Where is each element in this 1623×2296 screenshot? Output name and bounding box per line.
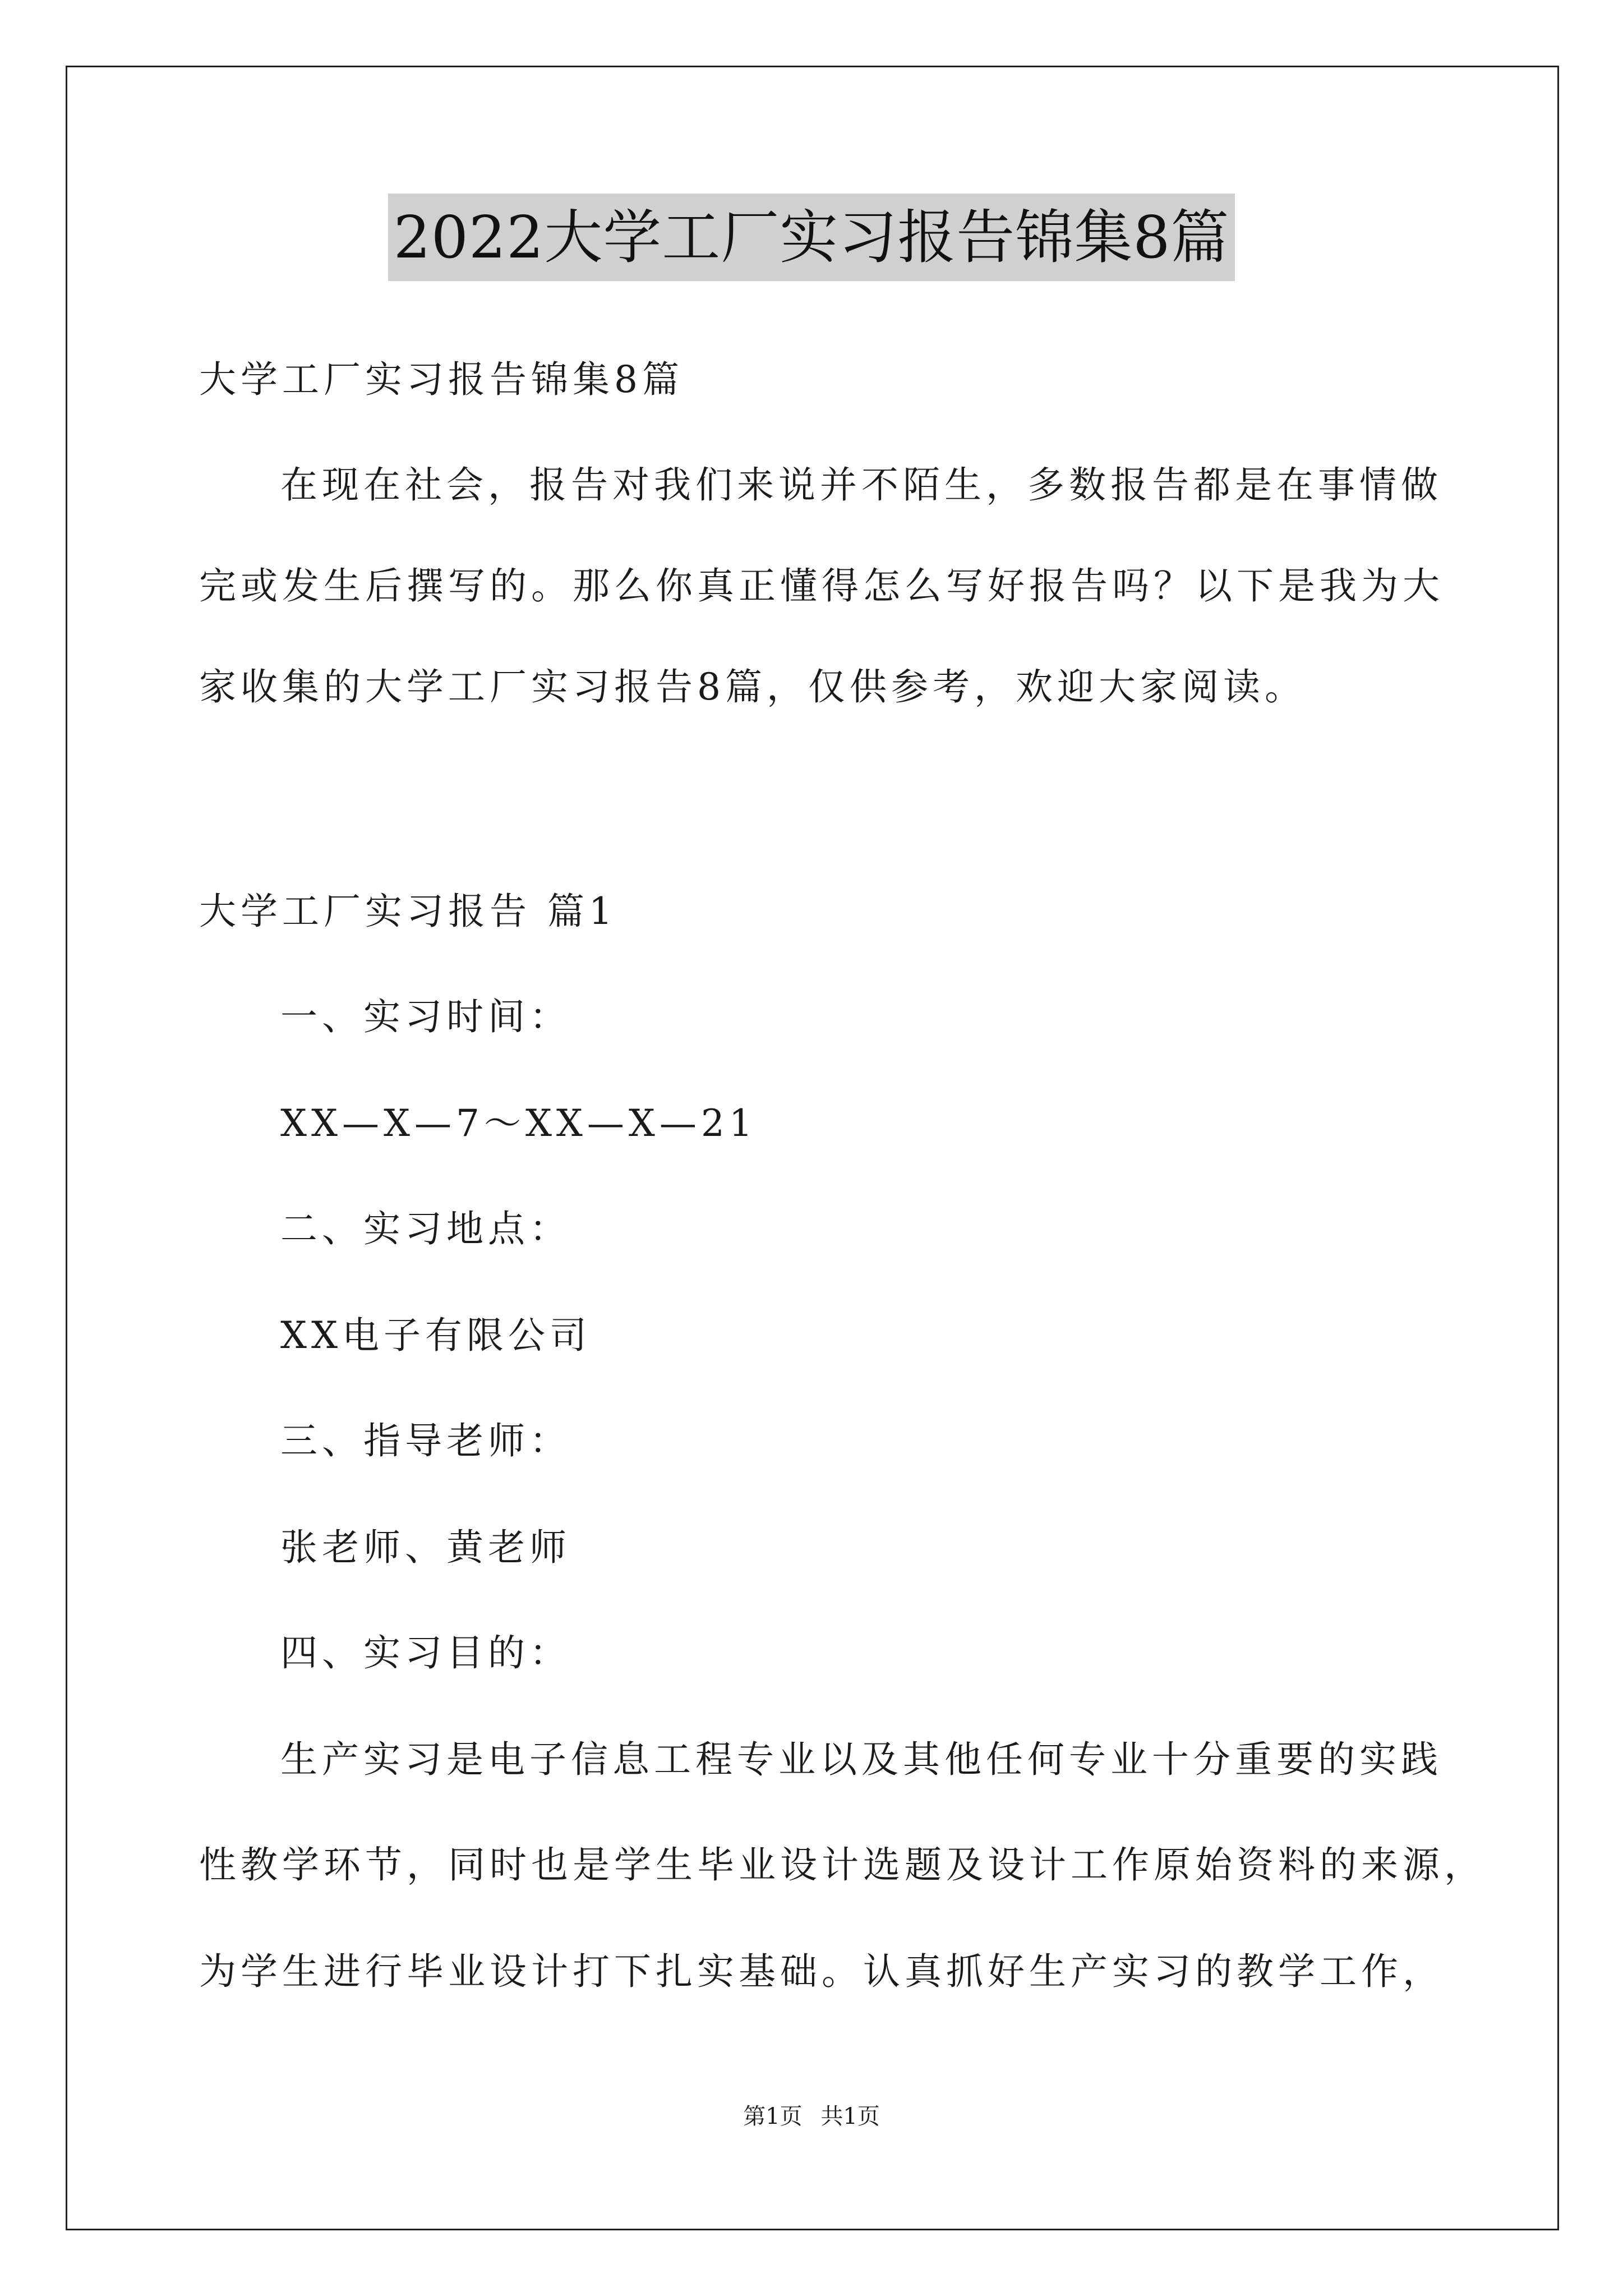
purpose-line-2: 性教学环节，同时也是学生毕业设计选题及设计工作原始资料的来源， (199, 1843, 1486, 1887)
intro-line-2: 完或发生后撰写的。那么你真正懂得怎么写好报告吗？以下是我为大 (199, 564, 1444, 608)
time-value: XX—X—7～XX—X—21 (280, 1102, 757, 1145)
teacher-value: 张老师、黄老师 (280, 1526, 571, 1569)
title-container (0, 194, 1623, 281)
purpose-label: 四、实习目的： (280, 1631, 571, 1674)
place-value: XX电子有限公司 (280, 1314, 591, 1357)
section-heading: 大学工厂实习报告 篇1 (199, 890, 617, 933)
page-number: 第1页 (743, 2104, 803, 2129)
page-footer (0, 2101, 1623, 2132)
purpose-line-3: 为学生进行毕业设计打下扎实基础。认真抓好生产实习的教学工作， (199, 1950, 1444, 1993)
intro-line-1: 在现在社会，报告对我们来说并不陌生，多数报告都是在事情做 (280, 463, 1442, 507)
purpose-line-1: 生产实习是电子信息工程专业以及其他任何专业十分重要的实践 (280, 1738, 1442, 1781)
teacher-label: 三、指导老师： (280, 1419, 571, 1462)
intro-line-3: 家收集的大学工厂实习报告8篇，仅供参考，欢迎大家阅读。 (199, 665, 1306, 708)
place-label: 二、实习地点： (280, 1207, 571, 1250)
document-title: 2022大学工厂实习报告锦集8篇 (388, 194, 1235, 281)
document-subtitle: 大学工厂实习报告锦集8篇 (199, 358, 684, 401)
time-label: 一、实习时间： (280, 995, 571, 1038)
page-total: 共1页 (820, 2104, 880, 2129)
